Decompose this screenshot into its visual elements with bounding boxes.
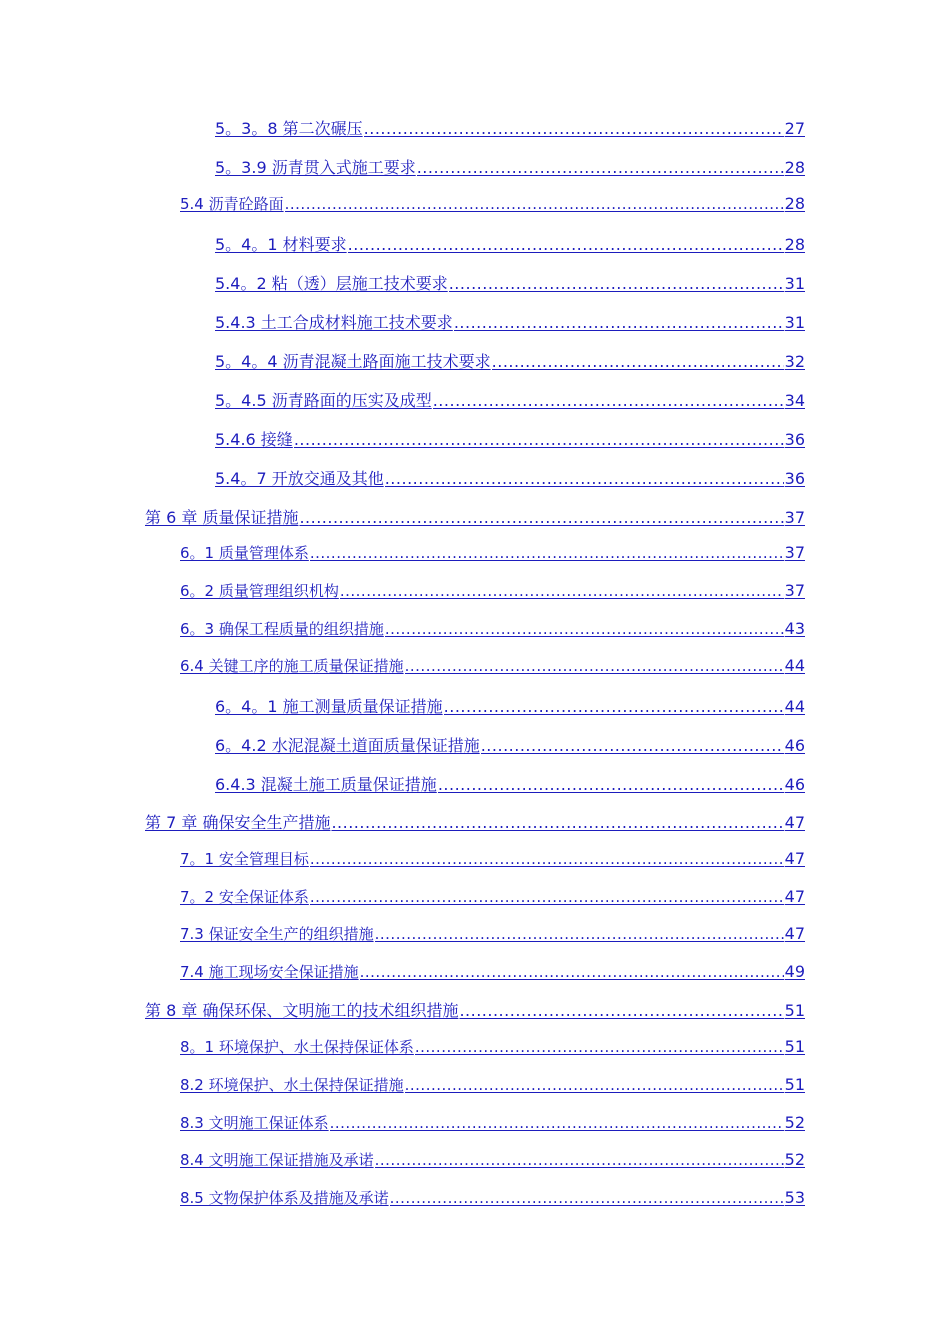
toc-leader xyxy=(330,1114,784,1132)
toc-entry-5-4-6[interactable] xyxy=(215,427,805,451)
toc-page-number: 36 xyxy=(784,469,805,488)
toc-page-number: 47 xyxy=(784,887,805,906)
toc-entry-title: 6。3 确保工程质量的组织措施 xyxy=(180,620,384,638)
toc-leader xyxy=(375,925,784,943)
toc-entry-title: 7。2 安全保证体系 xyxy=(180,888,309,906)
toc-entry-title: 5.4。2 粘（透）层施工技术要求 xyxy=(215,274,448,293)
toc-leader xyxy=(340,582,784,600)
toc-page-number: 28 xyxy=(784,158,805,177)
toc-page-number: 51 xyxy=(784,1075,805,1094)
toc-entry-8-2[interactable] xyxy=(180,1074,805,1098)
toc-entry-6-4-1[interactable] xyxy=(215,694,805,718)
toc-entry-7-1[interactable] xyxy=(180,848,805,872)
toc-leader xyxy=(294,430,784,449)
toc-entry-title: 8.3 文明施工保证体系 xyxy=(180,1114,329,1132)
toc-leader xyxy=(385,469,784,488)
toc-page-number: 32 xyxy=(784,352,805,371)
toc-entry-title: 5。4。4 沥青混凝土路面施工技术要求 xyxy=(215,352,491,371)
toc-leader xyxy=(310,888,784,906)
toc-leader xyxy=(375,1151,784,1169)
toc-page-number: 44 xyxy=(784,656,805,675)
toc-page-number: 37 xyxy=(784,543,805,562)
toc-entry-chapter-7[interactable] xyxy=(145,810,805,834)
toc-entry-title: 8.4 文明施工保证措施及承诺 xyxy=(180,1151,374,1169)
toc-entry-5-3-8[interactable] xyxy=(215,116,805,140)
toc-entry-title: 第 6 章 质量保证措施 xyxy=(145,508,299,527)
toc-page-number: 37 xyxy=(784,581,805,600)
toc-leader xyxy=(310,544,784,562)
toc-page-number: 28 xyxy=(784,194,805,213)
toc-entry-5-4-2[interactable] xyxy=(215,271,805,295)
toc-leader xyxy=(364,119,784,138)
toc-entry-title: 5。3.9 沥青贯入式施工要求 xyxy=(215,158,416,177)
toc-leader xyxy=(385,620,784,638)
toc-entry-5-4-1[interactable] xyxy=(215,232,805,256)
toc-entry-title: 7.3 保证安全生产的组织措施 xyxy=(180,925,374,943)
toc-page-number: 46 xyxy=(784,736,805,755)
toc-leader xyxy=(444,697,784,716)
toc-page-number: 46 xyxy=(784,775,805,794)
toc-entry-5-4-7[interactable] xyxy=(215,466,805,490)
toc-leader xyxy=(331,813,783,832)
toc-leader xyxy=(438,775,784,794)
toc-page-number: 31 xyxy=(784,313,805,332)
toc-entry-5-4-3[interactable] xyxy=(215,310,805,334)
toc-entry-title: 5.4 沥青砼路面 xyxy=(180,195,284,213)
toc-entry-6-4-2[interactable] xyxy=(215,733,805,757)
toc-page-number: 31 xyxy=(784,274,805,293)
toc-entry-title: 6.4 关键工序的施工质量保证措施 xyxy=(180,657,404,675)
toc-entry-6-1[interactable] xyxy=(180,542,805,566)
toc-page-number: 43 xyxy=(784,619,805,638)
toc-entry-6-4-3[interactable] xyxy=(215,772,805,796)
toc-entry-6-2[interactable] xyxy=(180,580,805,604)
toc-leader xyxy=(360,963,784,981)
toc-entry-title: 5。4.5 沥青路面的压实及成型 xyxy=(215,391,432,410)
toc-entry-title: 7。1 安全管理目标 xyxy=(180,850,309,868)
toc-leader xyxy=(481,736,784,755)
toc-entry-title: 8。1 环境保护、水土保持保证体系 xyxy=(180,1038,414,1056)
toc-entry-chapter-8[interactable] xyxy=(145,998,805,1022)
toc-entry-6-4[interactable] xyxy=(180,655,805,679)
toc-leader xyxy=(405,1076,784,1094)
toc-page-number: 53 xyxy=(784,1188,805,1207)
toc-page-number: 47 xyxy=(784,924,805,943)
toc-leader xyxy=(449,274,784,293)
toc-page-number: 52 xyxy=(784,1150,805,1169)
toc-entry-7-3[interactable] xyxy=(180,923,805,947)
toc-leader xyxy=(299,508,783,527)
toc-page-number: 44 xyxy=(784,697,805,716)
toc-leader xyxy=(492,352,784,371)
toc-page-number: 51 xyxy=(784,1001,805,1020)
toc-entry-title: 6。4.2 水泥混凝土道面质量保证措施 xyxy=(215,736,480,755)
toc-entry-8-3[interactable] xyxy=(180,1112,805,1136)
toc-page-number: 37 xyxy=(784,508,805,527)
toc-entry-title: 5.4.3 土工合成材料施工技术要求 xyxy=(215,313,453,332)
toc-page-number: 51 xyxy=(784,1037,805,1056)
toc-leader xyxy=(348,235,784,254)
toc-leader xyxy=(415,1038,784,1056)
toc-leader xyxy=(454,313,784,332)
toc-page-number: 36 xyxy=(784,430,805,449)
toc-leader xyxy=(417,158,784,177)
toc-leader xyxy=(405,657,784,675)
toc-entry-title: 第 8 章 确保环保、文明施工的技术组织措施 xyxy=(145,1001,459,1020)
toc-entry-chapter-6[interactable] xyxy=(145,505,805,529)
toc-leader xyxy=(390,1189,784,1207)
toc-page-number: 34 xyxy=(784,391,805,410)
toc-entry-title: 7.4 施工现场安全保证措施 xyxy=(180,963,359,981)
toc-entry-7-2[interactable] xyxy=(180,886,805,910)
toc-page-number: 27 xyxy=(784,119,805,138)
toc-entry-title: 8.2 环境保护、水土保持保证措施 xyxy=(180,1076,404,1094)
toc-entry-5-4-5[interactable] xyxy=(215,388,805,412)
toc-entry-5-4-4[interactable] xyxy=(215,349,805,373)
toc-leader xyxy=(310,850,784,868)
toc-entry-title: 第 7 章 确保安全生产措施 xyxy=(145,813,331,832)
toc-entry-5-3-9[interactable] xyxy=(215,155,805,179)
toc-page-number: 47 xyxy=(784,849,805,868)
toc-entry-6-3[interactable] xyxy=(180,618,805,642)
toc-leader xyxy=(433,391,784,410)
toc-entry-8-5[interactable] xyxy=(180,1187,805,1211)
toc-entry-title: 8.5 文物保护体系及措施及承诺 xyxy=(180,1189,389,1207)
toc-entry-7-4[interactable] xyxy=(180,961,805,985)
toc-entry-title: 5.4.6 接缝 xyxy=(215,430,293,449)
toc-page-number: 52 xyxy=(784,1113,805,1132)
toc-entry-title: 5。4。1 材料要求 xyxy=(215,235,347,254)
toc-entry-title: 6.4.3 混凝土施工质量保证措施 xyxy=(215,775,437,794)
toc-page-number: 49 xyxy=(784,962,805,981)
toc-leader xyxy=(285,195,784,213)
toc-entry-title: 6。4。1 施工测量质量保证措施 xyxy=(215,697,443,716)
toc-entry-title: 6。1 质量管理体系 xyxy=(180,544,309,562)
toc-entry-8-1[interactable] xyxy=(180,1036,805,1060)
toc-entry-title: 5.4。7 开放交通及其他 xyxy=(215,469,384,488)
toc-leader xyxy=(459,1001,783,1020)
toc-page-number: 47 xyxy=(784,813,805,832)
toc-entry-5-4[interactable] xyxy=(180,193,805,217)
toc-entry-title: 6。2 质量管理组织机构 xyxy=(180,582,339,600)
toc-entry-8-4[interactable] xyxy=(180,1149,805,1173)
toc-entry-title: 5。3。8 第二次碾压 xyxy=(215,119,363,138)
toc-page-number: 28 xyxy=(784,235,805,254)
